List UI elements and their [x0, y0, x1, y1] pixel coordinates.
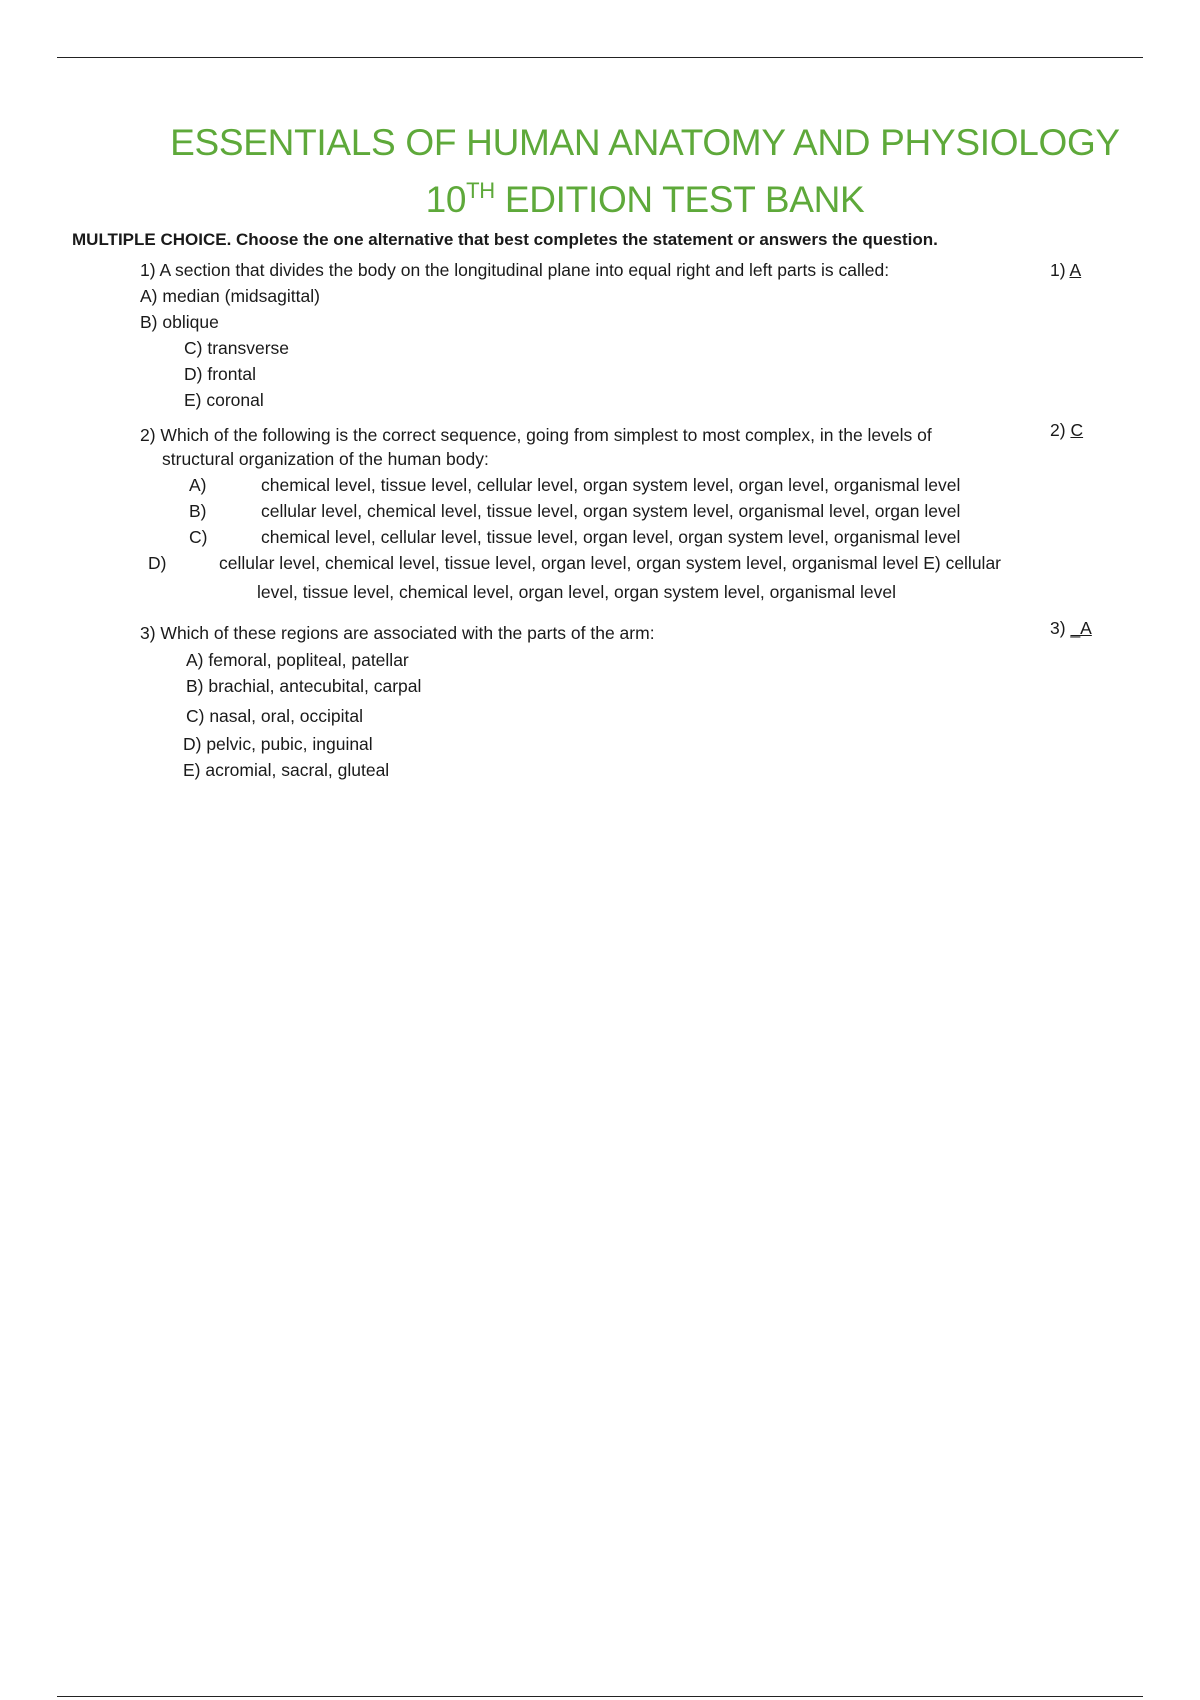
question-2-option-a-label: A) — [189, 475, 207, 495]
instructions: MULTIPLE CHOICE. Choose the one alternative that best completes the statement or answers the question. — [72, 230, 938, 249]
question-1-option-b: B) oblique — [140, 312, 219, 332]
bottom-rule — [57, 1696, 1143, 1697]
question-3-stem: 3) Which of these regions are associated with the parts of the arm: — [140, 623, 655, 643]
edition-suffix: TH — [466, 178, 495, 203]
top-rule — [57, 57, 1143, 58]
question-1-option-a: A) median (midsagittal) — [140, 286, 320, 306]
answer-letter: _A — [1070, 618, 1092, 638]
question-3-option-a: A) femoral, popliteal, patellar — [186, 650, 409, 670]
question-2-stem-line2: structural organization of the human body: — [162, 449, 489, 469]
edition-number: 10 — [425, 179, 467, 220]
document-title-line2 — [150, 178, 1140, 221]
question-2-option-e-continuation: level, tissue level, chemical level, organ level, organ system level, organismal level — [257, 582, 897, 602]
question-2-option-d-label: D) — [148, 553, 167, 573]
question-2-option-c-label: C) — [189, 527, 208, 547]
question-2-option-a-text: chemical level, tissue level, cellular level, organ system level, organ level, organismal level — [261, 475, 961, 495]
question-2-option-b-label: B) — [189, 501, 207, 521]
answer-letter: A — [1069, 260, 1082, 280]
question-3-option-b: B) brachial, antecubital, carpal — [186, 676, 422, 696]
question-2-answer: 2) C — [1050, 420, 1084, 440]
question-3-option-e: E) acromial, sacral, gluteal — [183, 760, 390, 780]
question-2-option-d-text: cellular level, chemical level, tissue level, organ level, organ system level, organismal level E) cellular — [219, 553, 1002, 573]
question-1-answer: 1) A — [1050, 260, 1082, 280]
question-1-stem: 1) A section that divides the body on the longitudinal plane into equal right and left parts is called: — [140, 260, 890, 280]
question-3-answer: 3) _A — [1050, 618, 1092, 638]
edition-rest: EDITION TEST BANK — [494, 179, 865, 220]
question-3-option-d: D) pelvic, pubic, inguinal — [183, 734, 373, 754]
question-2-option-c-text: chemical level, cellular level, tissue level, organ level, organ system level, organismal level — [261, 527, 961, 547]
question-3-option-c: C) nasal, oral, occipital — [186, 706, 364, 726]
question-1-option-d: D) frontal — [184, 364, 256, 384]
document-title-line1: ESSENTIALS OF HUMAN ANATOMY AND PHYSIOLOGY — [170, 122, 1120, 163]
question-2-stem-line1: 2) Which of the following is the correct sequence, going from simplest to most complex, in the levels of — [140, 425, 932, 445]
question-1-option-c: C) transverse — [184, 338, 290, 358]
question-1-option-e: E) coronal — [184, 390, 264, 410]
answer-letter: C — [1070, 420, 1084, 440]
question-2-option-b-text: cellular level, chemical level, tissue level, organ system level, organismal level, organ level — [261, 501, 961, 521]
